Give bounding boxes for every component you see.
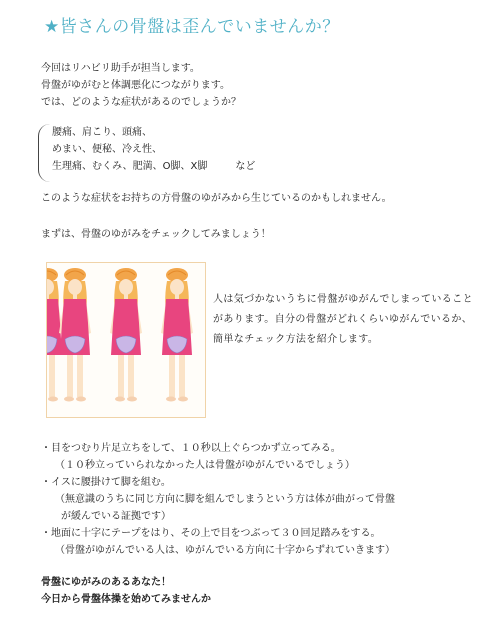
woman-figure-center [110, 268, 142, 402]
check-item-note: （骨盤がゆがんでいる人は、ゆがんでいる方向に十字からずれていきます） [55, 545, 395, 556]
check-item-note: （１０秒立っていられなかった人は骨盤がゆがんでいるでしょう） [55, 460, 355, 471]
check-method-list [41, 440, 395, 559]
closing-message [41, 574, 211, 608]
check-item-note: （無意識のうちに同じ方向に脚を組んでしまうという方は体が曲がって骨盤 [55, 494, 395, 505]
intro-line: 骨盤がゆがむと体調悪化につながります。 [41, 80, 230, 91]
check-item: ・地面に十字にテープをはり、その上で目をつぶって３０回足踏みをする。 [41, 528, 381, 539]
intro-line: では、どのような症状があるのでしょうか？ [41, 97, 241, 108]
symptom-line [52, 158, 255, 175]
pelvis-illustration [46, 262, 206, 418]
intro-line: 今回はリハビリ助手が担当します。 [41, 63, 200, 74]
woman-figure-right [161, 268, 193, 402]
check-intro-text: まずは、骨盤のゆがみをチェックしてみましょう！ [41, 229, 271, 240]
side-description: 人は気づかないうちに骨盤がゆがんでしまっていることがあります。自分の骨盤がどれくらいゆがんでいるか、簡単なチェック方法を紹介します。 [213, 294, 473, 345]
cause-text: このような症状をお持ちの方骨盤のゆがみから生じているのかもしれません。 [41, 193, 392, 204]
three-women-illustration [47, 263, 205, 417]
closing-line: 今日から骨盤体操を始めてみませんか [41, 594, 211, 605]
intro-paragraph [41, 60, 241, 111]
symptom-line: めまい、便秘、冷え性、 [52, 144, 162, 155]
check-item: ・イスに腰掛けて脚を組む。 [41, 477, 171, 488]
woman-figure-left [59, 268, 91, 402]
check-item-note: が緩んでいる証拠です） [61, 511, 171, 522]
symptom-tail: など [235, 161, 256, 172]
symptom-line: 腰痛、肩こり、頭痛、 [52, 127, 152, 138]
check-item: ・目をつむり片足立ちをして、１０秒以上ぐらつかず立ってみる。 [41, 443, 341, 454]
symptom-list [52, 124, 255, 175]
page-title [44, 12, 340, 37]
closing-line: 骨盤にゆがみのあるあなた！ [41, 577, 171, 588]
symptom-line-text: 生理痛、むくみ、肥満、O脚、X脚 [52, 161, 208, 172]
star-icon: ★ [44, 17, 60, 37]
page-title-text: 皆さんの骨盤は歪んでいませんか？ [59, 17, 340, 37]
bracket-decoration [38, 124, 53, 182]
